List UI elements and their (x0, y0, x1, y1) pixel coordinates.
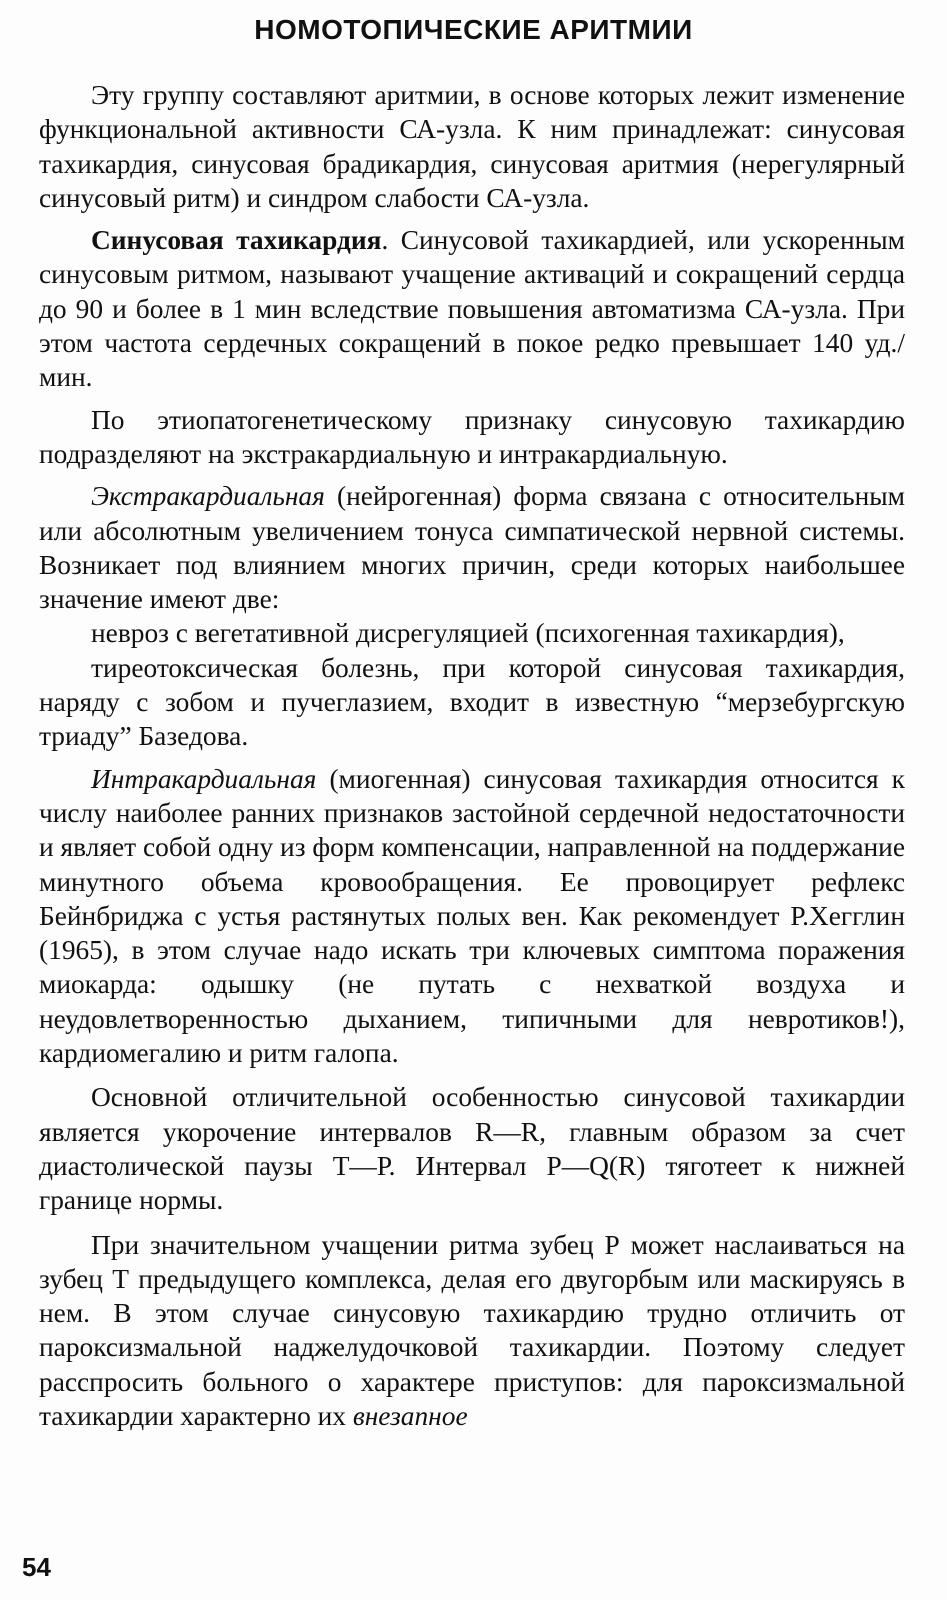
paragraph-p-wave-text: При значительном учащении ритма зубец Р может наслаиваться на зубец Т предыдущего комплекса, делая его двугорбым или маскируясь в нем. В этом случае синусовую тахикардию трудно отличить от пароксизмальной наджелудочковой тахикардии. Поэтому следует расспросить больного о характере приступов: для пароксизмальной тахикардии характерно их (39, 1229, 905, 1431)
paragraph-p-wave (39, 1228, 905, 1434)
page-number: 54 (22, 1552, 51, 1582)
term-intracardiac: Интракардиальная (91, 763, 317, 794)
page-title: НОМОТОПИЧЕСКИЕ АРИТМИИ (254, 14, 693, 45)
paragraph-extracardiac-text: (нейрогенная) форма связана с относительным или абсолютным увеличением тонуса симпатической нервной системы. Возникает под влиянием многих причин, среди которых наибольшее значение имеют две: (39, 481, 905, 615)
paragraph-intro: Эту группу составляют аритмии, в основе которых лежит изменение функциональной активности СА-узла. К ним принадлежат: синусовая тахикардия, синусовая брадикардия, синусовая аритмия (нерегулярный синусовый ритм) и синдром слабости СА-узла. (39, 80, 905, 213)
term-extracardiac: Экстракардиальная (91, 481, 325, 512)
paragraph-sinus-tachycardia-text: . Синусовой тахикардией, или ускоренным синусовым ритмом, называют учащение активаций и сокращений сердца до 90 и более в 1 мин вследствие повышения автоматизма СА-узла. При этом частота сердечных сокращений в покое редко превышает 140 уд./мин. (39, 225, 905, 393)
paragraph-classification: По этиопатогенетическому признаку синусовую тахикардию подразделяют на экстракардиальную и интракардиальную. (39, 404, 905, 469)
list-item-neurosis: невроз с вегетативной дисрегуляцией (психогенная тахикардия), (91, 618, 845, 649)
paragraph-extracardiac (39, 479, 905, 616)
paragraph-sinus-tachycardia (39, 223, 905, 394)
list-item-thyrotoxic: тиреотоксическая болезнь, при которой синусовая тахикардия, наряду с зобом и пучеглазием, входит в известную “мерзебургскую триаду” Базедова. (39, 652, 905, 752)
term-sinus-tachycardia: Синусовая тахикардия (91, 225, 382, 256)
paragraph-intracardiac-text: (миогенная) синусовая тахикардия относится к числу наиболее ранних признаков застойной сердечной недостаточности и являет собой одну из форм компенсации, направленной на поддержание минутного объема кровообращения. Ее провоцирует рефлекс Бейнбриджа с устья растянутых полых вен. Как рекомендует Р.Хегглин (1965), в этом случае надо искать три ключевых симптома поражения миокарда: одышку (не путать с нехваткой воздуха и неудовлетворенностью дыханием, типичными для невротиков!), кардиомегалию и ритм галопа. (39, 763, 905, 1069)
paragraph-ecg-features: Основной отличительной особенностью синусовой тахикардии является укорочение интервалов R—R, главным образом за счет диастолической паузы Т—Р. Интервал Р—Q(R) тяготеет к нижней границе нормы. (39, 1082, 905, 1216)
term-sudden: внезапное (352, 1400, 468, 1431)
paragraph-intracardiac (39, 762, 905, 1071)
body-text (39, 78, 905, 1433)
